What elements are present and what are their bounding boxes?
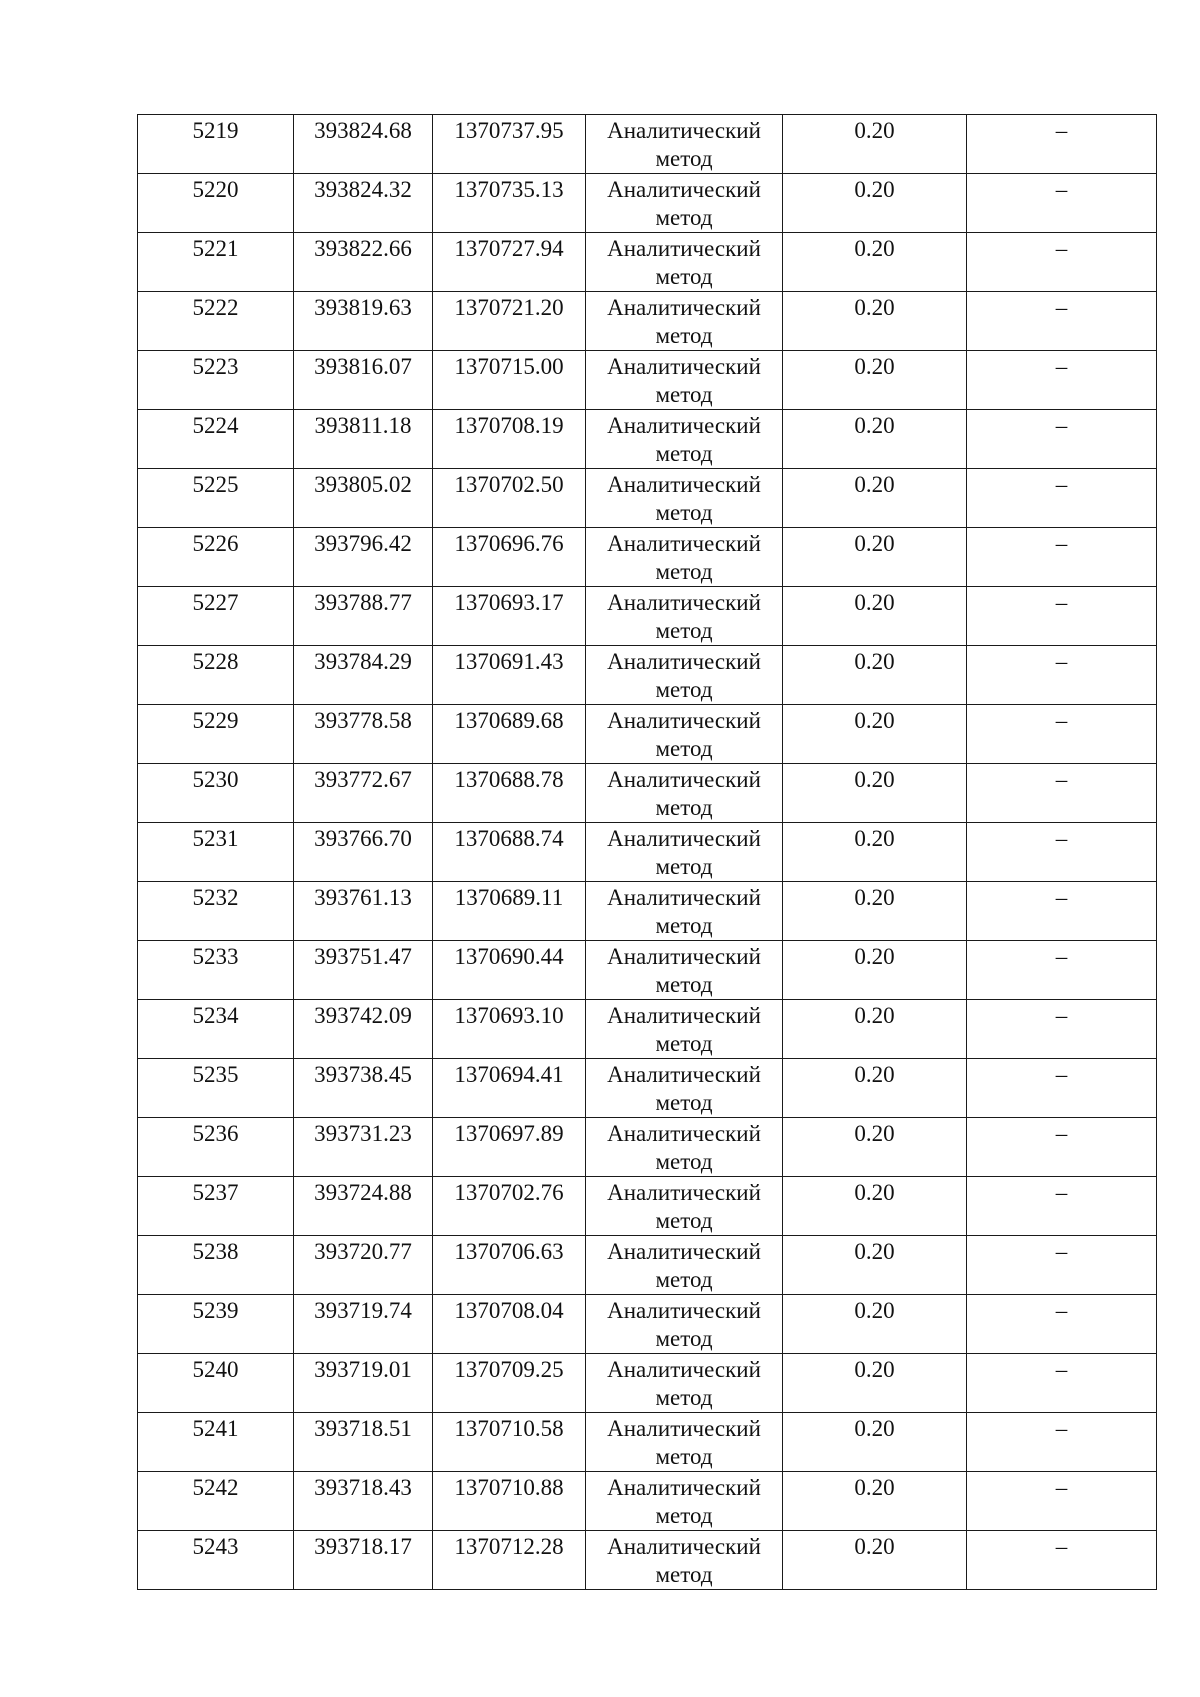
note-cell: – (967, 115, 1157, 174)
y-coordinate-cell: 1370688.74 (433, 823, 586, 882)
point-number-cell: 5219 (138, 115, 294, 174)
table-row (138, 1295, 1157, 1354)
note-cell: – (967, 882, 1157, 941)
note-cell: – (967, 705, 1157, 764)
y-coordinate-cell: 1370710.58 (433, 1413, 586, 1472)
method-cell: Аналитический метод (586, 1177, 783, 1236)
method-cell: Аналитический метод (586, 410, 783, 469)
y-coordinate-cell: 1370709.25 (433, 1354, 586, 1413)
point-number-cell: 5228 (138, 646, 294, 705)
accuracy-cell: 0.20 (783, 1000, 967, 1059)
table-row (138, 941, 1157, 1000)
x-coordinate-cell: 393738.45 (294, 1059, 433, 1118)
accuracy-cell: 0.20 (783, 1177, 967, 1236)
x-coordinate-cell: 393751.47 (294, 941, 433, 1000)
x-coordinate-cell: 393718.51 (294, 1413, 433, 1472)
x-coordinate-cell: 393742.09 (294, 1000, 433, 1059)
note-cell: – (967, 587, 1157, 646)
accuracy-cell: 0.20 (783, 587, 967, 646)
method-cell: Аналитический метод (586, 941, 783, 1000)
accuracy-cell: 0.20 (783, 1118, 967, 1177)
table-row (138, 764, 1157, 823)
y-coordinate-cell: 1370688.78 (433, 764, 586, 823)
y-coordinate-cell: 1370735.13 (433, 174, 586, 233)
y-coordinate-cell: 1370693.10 (433, 1000, 586, 1059)
point-number-cell: 5222 (138, 292, 294, 351)
accuracy-cell: 0.20 (783, 1531, 967, 1590)
note-cell: – (967, 528, 1157, 587)
method-cell: Аналитический метод (586, 1472, 783, 1531)
point-number-cell: 5243 (138, 1531, 294, 1590)
table-row (138, 469, 1157, 528)
point-number-cell: 5230 (138, 764, 294, 823)
accuracy-cell: 0.20 (783, 469, 967, 528)
accuracy-cell: 0.20 (783, 351, 967, 410)
x-coordinate-cell: 393718.17 (294, 1531, 433, 1590)
x-coordinate-cell: 393731.23 (294, 1118, 433, 1177)
x-coordinate-cell: 393720.77 (294, 1236, 433, 1295)
note-cell: – (967, 233, 1157, 292)
table-row (138, 1059, 1157, 1118)
accuracy-cell: 0.20 (783, 941, 967, 1000)
point-number-cell: 5237 (138, 1177, 294, 1236)
x-coordinate-cell: 393824.68 (294, 115, 433, 174)
table-row (138, 1118, 1157, 1177)
y-coordinate-cell: 1370708.04 (433, 1295, 586, 1354)
x-coordinate-cell: 393772.67 (294, 764, 433, 823)
accuracy-cell: 0.20 (783, 1295, 967, 1354)
note-cell: – (967, 410, 1157, 469)
x-coordinate-cell: 393811.18 (294, 410, 433, 469)
table-row (138, 705, 1157, 764)
accuracy-cell: 0.20 (783, 882, 967, 941)
note-cell: – (967, 1059, 1157, 1118)
table-row (138, 410, 1157, 469)
point-number-cell: 5220 (138, 174, 294, 233)
point-number-cell: 5236 (138, 1118, 294, 1177)
note-cell: – (967, 292, 1157, 351)
table-row (138, 1236, 1157, 1295)
table-row (138, 1354, 1157, 1413)
y-coordinate-cell: 1370712.28 (433, 1531, 586, 1590)
accuracy-cell: 0.20 (783, 1354, 967, 1413)
accuracy-cell: 0.20 (783, 1413, 967, 1472)
accuracy-cell: 0.20 (783, 174, 967, 233)
table-row (138, 528, 1157, 587)
method-cell: Аналитический метод (586, 587, 783, 646)
x-coordinate-cell: 393822.66 (294, 233, 433, 292)
y-coordinate-cell: 1370727.94 (433, 233, 586, 292)
note-cell: – (967, 764, 1157, 823)
method-cell: Аналитический метод (586, 764, 783, 823)
method-cell: Аналитический метод (586, 351, 783, 410)
note-cell: – (967, 1531, 1157, 1590)
note-cell: – (967, 1118, 1157, 1177)
note-cell: – (967, 1236, 1157, 1295)
method-cell: Аналитический метод (586, 1118, 783, 1177)
note-cell: – (967, 646, 1157, 705)
table-row (138, 587, 1157, 646)
y-coordinate-cell: 1370702.76 (433, 1177, 586, 1236)
x-coordinate-cell: 393788.77 (294, 587, 433, 646)
method-cell: Аналитический метод (586, 882, 783, 941)
note-cell: – (967, 1295, 1157, 1354)
method-cell: Аналитический метод (586, 823, 783, 882)
method-cell: Аналитический метод (586, 292, 783, 351)
x-coordinate-cell: 393761.13 (294, 882, 433, 941)
table-row (138, 823, 1157, 882)
x-coordinate-cell: 393816.07 (294, 351, 433, 410)
y-coordinate-cell: 1370690.44 (433, 941, 586, 1000)
point-number-cell: 5227 (138, 587, 294, 646)
y-coordinate-cell: 1370737.95 (433, 115, 586, 174)
y-coordinate-cell: 1370691.43 (433, 646, 586, 705)
point-number-cell: 5232 (138, 882, 294, 941)
note-cell: – (967, 351, 1157, 410)
point-number-cell: 5239 (138, 1295, 294, 1354)
accuracy-cell: 0.20 (783, 233, 967, 292)
method-cell: Аналитический метод (586, 233, 783, 292)
accuracy-cell: 0.20 (783, 764, 967, 823)
method-cell: Аналитический метод (586, 528, 783, 587)
accuracy-cell: 0.20 (783, 1472, 967, 1531)
accuracy-cell: 0.20 (783, 115, 967, 174)
x-coordinate-cell: 393718.43 (294, 1472, 433, 1531)
y-coordinate-cell: 1370715.00 (433, 351, 586, 410)
method-cell: Аналитический метод (586, 646, 783, 705)
method-cell: Аналитический метод (586, 705, 783, 764)
note-cell: – (967, 1413, 1157, 1472)
point-number-cell: 5231 (138, 823, 294, 882)
point-number-cell: 5235 (138, 1059, 294, 1118)
method-cell: Аналитический метод (586, 174, 783, 233)
note-cell: – (967, 941, 1157, 1000)
point-number-cell: 5238 (138, 1236, 294, 1295)
y-coordinate-cell: 1370697.89 (433, 1118, 586, 1177)
accuracy-cell: 0.20 (783, 823, 967, 882)
note-cell: – (967, 823, 1157, 882)
note-cell: – (967, 174, 1157, 233)
method-cell: Аналитический метод (586, 1000, 783, 1059)
accuracy-cell: 0.20 (783, 1236, 967, 1295)
method-cell: Аналитический метод (586, 115, 783, 174)
point-number-cell: 5240 (138, 1354, 294, 1413)
accuracy-cell: 0.20 (783, 292, 967, 351)
accuracy-cell: 0.20 (783, 646, 967, 705)
note-cell: – (967, 1354, 1157, 1413)
x-coordinate-cell: 393784.29 (294, 646, 433, 705)
point-number-cell: 5233 (138, 941, 294, 1000)
note-cell: – (967, 1000, 1157, 1059)
y-coordinate-cell: 1370694.41 (433, 1059, 586, 1118)
point-number-cell: 5221 (138, 233, 294, 292)
y-coordinate-cell: 1370721.20 (433, 292, 586, 351)
y-coordinate-cell: 1370702.50 (433, 469, 586, 528)
method-cell: Аналитический метод (586, 1413, 783, 1472)
table-row (138, 115, 1157, 174)
method-cell: Аналитический метод (586, 1354, 783, 1413)
method-cell: Аналитический метод (586, 1531, 783, 1590)
point-number-cell: 5225 (138, 469, 294, 528)
table-row (138, 1177, 1157, 1236)
x-coordinate-cell: 393719.74 (294, 1295, 433, 1354)
table-row (138, 1000, 1157, 1059)
x-coordinate-cell: 393819.63 (294, 292, 433, 351)
coordinates-table (137, 114, 1157, 1590)
point-number-cell: 5229 (138, 705, 294, 764)
accuracy-cell: 0.20 (783, 410, 967, 469)
accuracy-cell: 0.20 (783, 1059, 967, 1118)
table-row (138, 1413, 1157, 1472)
y-coordinate-cell: 1370706.63 (433, 1236, 586, 1295)
table-row (138, 292, 1157, 351)
x-coordinate-cell: 393719.01 (294, 1354, 433, 1413)
point-number-cell: 5226 (138, 528, 294, 587)
x-coordinate-cell: 393796.42 (294, 528, 433, 587)
method-cell: Аналитический метод (586, 1059, 783, 1118)
table-row (138, 351, 1157, 410)
x-coordinate-cell: 393805.02 (294, 469, 433, 528)
accuracy-cell: 0.20 (783, 528, 967, 587)
point-number-cell: 5242 (138, 1472, 294, 1531)
table-row (138, 1472, 1157, 1531)
table-row (138, 882, 1157, 941)
table-row (138, 174, 1157, 233)
table-row (138, 646, 1157, 705)
point-number-cell: 5241 (138, 1413, 294, 1472)
x-coordinate-cell: 393824.32 (294, 174, 433, 233)
y-coordinate-cell: 1370689.68 (433, 705, 586, 764)
table-body (138, 115, 1157, 1590)
note-cell: – (967, 1472, 1157, 1531)
method-cell: Аналитический метод (586, 469, 783, 528)
table-row (138, 233, 1157, 292)
x-coordinate-cell: 393778.58 (294, 705, 433, 764)
y-coordinate-cell: 1370708.19 (433, 410, 586, 469)
point-number-cell: 5223 (138, 351, 294, 410)
y-coordinate-cell: 1370689.11 (433, 882, 586, 941)
method-cell: Аналитический метод (586, 1295, 783, 1354)
point-number-cell: 5224 (138, 410, 294, 469)
y-coordinate-cell: 1370693.17 (433, 587, 586, 646)
y-coordinate-cell: 1370710.88 (433, 1472, 586, 1531)
point-number-cell: 5234 (138, 1000, 294, 1059)
note-cell: – (967, 1177, 1157, 1236)
note-cell: – (967, 469, 1157, 528)
method-cell: Аналитический метод (586, 1236, 783, 1295)
y-coordinate-cell: 1370696.76 (433, 528, 586, 587)
table-row (138, 1531, 1157, 1590)
accuracy-cell: 0.20 (783, 705, 967, 764)
x-coordinate-cell: 393724.88 (294, 1177, 433, 1236)
x-coordinate-cell: 393766.70 (294, 823, 433, 882)
